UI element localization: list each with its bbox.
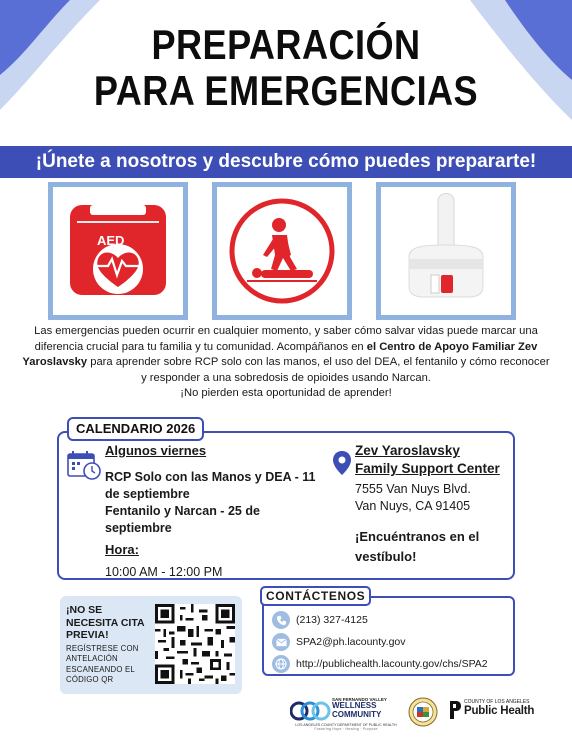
aed-icon [53, 187, 183, 315]
wellness-tagline: Fostering Hope · Healing · Purpose [314, 727, 378, 731]
contact-phone-row[interactable] [272, 611, 368, 629]
contact-web-row[interactable] [272, 655, 488, 673]
public-health-mark-icon [448, 699, 462, 721]
contact-web: http://publichealth.lacounty.gov/chs/SPA2 [296, 658, 488, 670]
email-icon [272, 633, 290, 651]
invite-banner: ¡Únete a nosotros y descubre cómo puedes prepararte! [0, 146, 572, 178]
county-seal-logo [408, 697, 438, 727]
wellness-community-logo [290, 697, 402, 731]
public-health-logo [448, 697, 548, 725]
title-line-1: PREPARACIÓN [151, 21, 421, 68]
calendar-event-2: Fentanilo y Narcan - 25 de septiembre [105, 504, 260, 535]
qr-code[interactable] [155, 604, 235, 684]
wellness-dept: LOS ANGELES COUNTY DEPARTMENT OF PUBLIC HEALTH [295, 723, 397, 727]
page-title [40, 22, 532, 114]
cpr-icon [217, 187, 347, 315]
public-health-name: Public Health [464, 705, 535, 717]
contact-email: SPA2@ph.lacounty.gov [296, 636, 406, 648]
location-pin-icon [332, 450, 352, 476]
calendar-label: CALENDARIO 2026 [67, 417, 204, 441]
cpr-icon-box [212, 182, 352, 320]
contact-label: CONTÁCTENOS [260, 586, 371, 606]
aed-icon-box [48, 182, 188, 320]
location-address-2: Van Nuys, CA 91405 [355, 499, 471, 513]
qr-headline: ¡NO SE NECESITA CITA PREVIA! [66, 604, 145, 641]
globe-icon [272, 655, 290, 673]
wellness-rings-icon [290, 700, 332, 722]
calendar-event-1: RCP Solo con las Manos y DEA - 11 de septiembre [105, 470, 316, 501]
public-health-top-text: COUNTY OF LOS ANGELES [464, 699, 530, 705]
calendar-hora: 10:00 AM - 12:00 PM [105, 565, 223, 579]
qr-subtext: REGÍSTRESE CON ANTELACIÓN ESCANEANDO EL CÓDIGO QR [66, 643, 139, 684]
calendar-hora-label: Hora: [105, 542, 139, 557]
contact-email-row[interactable] [272, 633, 406, 651]
title-line-2: PARA EMERGENCIAS [93, 67, 479, 114]
location-name: Zev Yaroslavsky Family Support Center [355, 443, 500, 476]
intro-text-1: Las emergencias pueden ocurrir en cualquier momento, y saber cómo salvar vidas puede marcar una diferencia crucial para tu familia y tu comunidad. Acompáñanos en [34, 325, 538, 353]
intro-text-2: para aprender sobre RCP solo con las manos, el uso del DEA, el fentanilo y cómo reconocer y responder a una sobredosis de opioides usando Narcan. [87, 356, 550, 384]
narcan-spray-icon [381, 187, 511, 315]
qr-text [66, 604, 150, 686]
location-find-us: ¡Encuéntranos en el vestíbulo! [355, 529, 480, 564]
phone-icon [272, 611, 290, 629]
location-address-1: 7555 Van Nuys Blvd. [355, 482, 471, 496]
calendar-clock-icon [66, 450, 102, 482]
calendar-location [355, 442, 505, 567]
contact-phone: (213) 327-4125 [296, 614, 368, 626]
aed-text: AED [97, 233, 125, 248]
intro-bold-location: el Centro de Apoyo Familiar Zev Yaroslavsky [22, 340, 538, 368]
intro-paragraph [20, 324, 552, 402]
narcan-icon-box [376, 182, 516, 320]
calendar-schedule [105, 442, 320, 581]
wellness-top-text: SAN FERNANDO VALLEY [332, 697, 387, 702]
intro-closing: ¡No pierden esta oportunidad de aprender! [180, 387, 392, 399]
wellness-name: WELLNESS COMMUNITY [332, 701, 382, 719]
calendar-days: Algunos viernes [105, 443, 207, 458]
